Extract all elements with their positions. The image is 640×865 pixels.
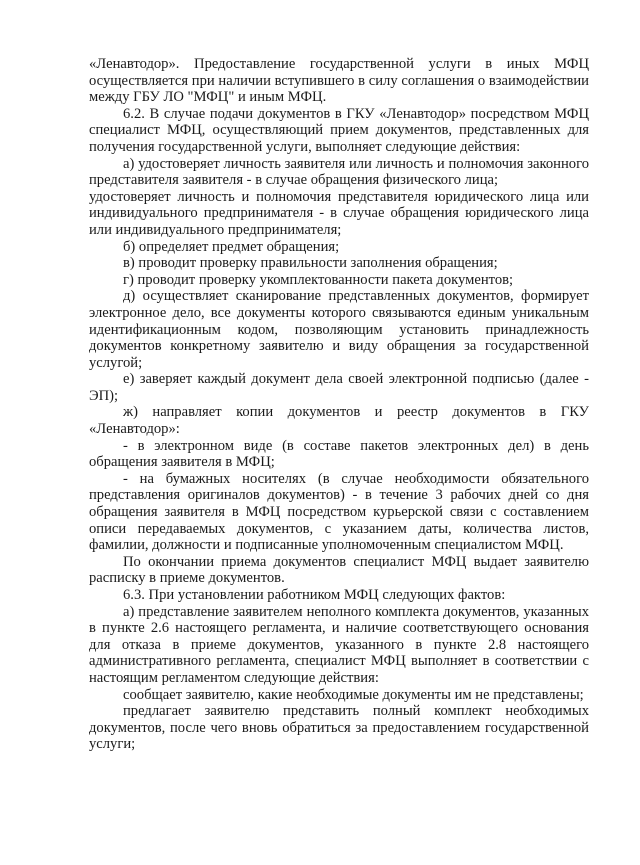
item-a-legal-entity: удостоверяет личность и полномочия представителя юридического лица или индивидуального предпринимателя - в случае обращения юридического лица или индивидуального предпринимателя; (89, 188, 589, 238)
paragraph-6-2: 6.2. В случае подачи документов в ГКУ «Ленавтодор» посредством МФЦ специалист МФЦ, осуществляющий прием документов, представленных для получения государственной услуги, выполняет следующие действия: (89, 105, 589, 155)
item-e: е) заверяет каждый документ дела своей электронной подписью (далее - ЭП); (89, 371, 589, 404)
paragraph-receipt: По окончании приема документов специалист МФЦ выдает заявителю расписку в приеме документов. (89, 553, 589, 587)
item-zh-electronic: - в электронном виде (в составе пакетов электронных дел) в день обращения заявителя в МФЦ; (89, 437, 589, 471)
item-zh-paper: - на бумажных носителях (в случае необходимости обязательного представления оригиналов документов) - в течение 3 рабочих дней со дня обращения заявителя в МФЦ посредством курьерской связи с составлением описи передаваемых документов, с указанием даты, количества листов, фамилии, должности и подписанные уполномоченным специалистом МФЦ. (89, 470, 589, 554)
paragraph-continuation: «Ленавтодор». Предоставление государственной услуги в иных МФЦ осуществляется при наличии вступившего в силу соглашения о взаимодействии между ГБУ ЛО "МФЦ" и иным МФЦ. (89, 56, 589, 106)
item-d: д) осуществляет сканирование представленных документов, формирует электронное дело, все документы которого связываются единым уникальным идентификационным кодом, позволяющим установить принадлежность документов конкретному заявителю и виду обращения за государственной услугой; (89, 288, 589, 371)
item-zh: ж) направляет копии документов и реестр документов в ГКУ «Ленавтодор»: (89, 404, 589, 438)
document-page (89, 56, 589, 753)
paragraph-6-3: 6.3. При установлении работником МФЦ следующих фактов: (123, 587, 506, 603)
item-b: б) определяет предмет обращения; (123, 238, 340, 255)
item-informs: сообщает заявителю, какие необходимые документы им не представлены; (123, 686, 584, 703)
item-6-3-a: а) представление заявителем неполного комплекта документов, указанных в пункте 2.6 настоящего регламента, и наличие соответствующего основания для отказа в приеме документов, указанного в пункте 2.8 настоящего административного регламента, специалист МФЦ выполняет в соответствии с настоящим регламентом следующие действия: (89, 603, 589, 686)
item-a-identity: а) удостоверяет личность заявителя или личность и полномочия законного представителя заявителя - в случае обращения физического лица; (89, 155, 589, 189)
item-g: г) проводит проверку укомплектованности пакета документов; (123, 271, 514, 288)
item-v: в) проводит проверку правильности заполнения обращения; (123, 255, 498, 272)
item-proposes: предлагает заявителю представить полный комплект необходимых документов, после чего вновь обратиться за предоставлением государственной услуги; (89, 703, 589, 753)
